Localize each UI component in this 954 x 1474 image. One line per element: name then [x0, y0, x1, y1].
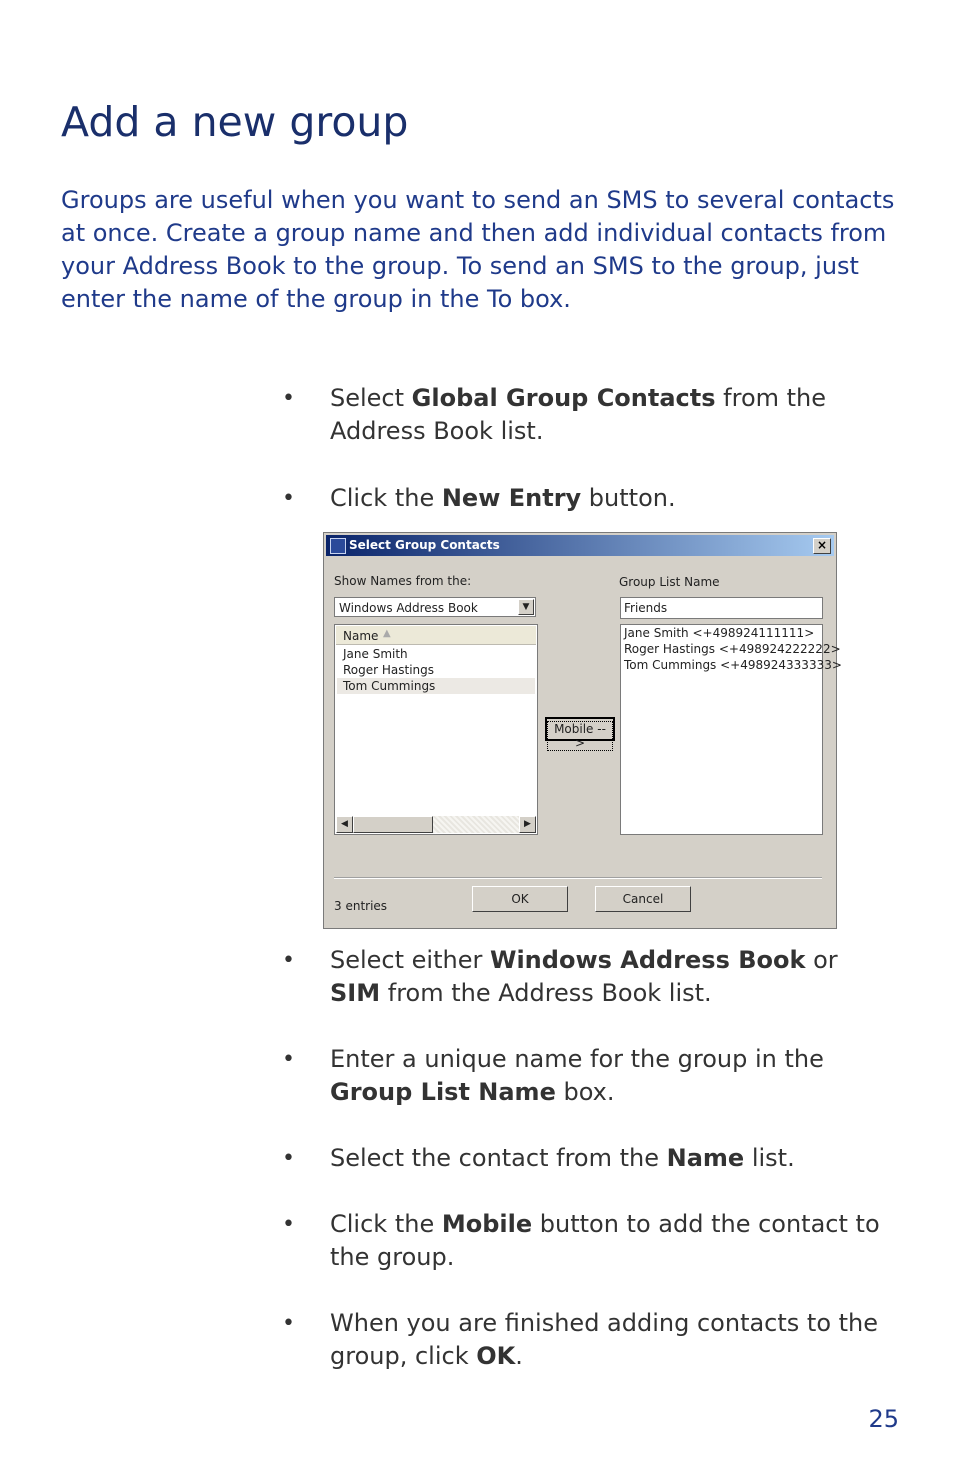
show-names-label: Show Names from the:: [334, 574, 472, 588]
intro-paragraph: Groups are useful when you want to send an SMS to several contacts at once. Create a group name and then add individual contacts from your Address Book to the group. To send an SMS to the group, just enter the name of the group in the To box.: [61, 186, 895, 313]
bullet-item: • Select Global Group Contacts from the Address Book list.: [282, 384, 827, 445]
select-group-contacts-dialog: [323, 532, 842, 929]
list-item[interactable]: Jane Smith: [343, 647, 408, 661]
scroll-left-icon[interactable]: ◀: [336, 816, 353, 833]
horizontal-scrollbar[interactable]: [336, 816, 536, 833]
bullet-item: • Click the Mobile button to add the contact to the group.: [282, 1210, 880, 1271]
list-item[interactable]: Tom Cummings <+498924333333>: [624, 658, 842, 672]
bullet-icon: •: [282, 1047, 295, 1072]
list-item[interactable]: Roger Hastings: [343, 663, 435, 677]
scroll-right-icon[interactable]: ▶: [519, 816, 536, 833]
bullet-icon: •: [282, 1146, 295, 1171]
bullet-item: • When you are finished adding contacts to the group, click OK.: [282, 1309, 879, 1370]
page-title: Add a new group: [61, 98, 409, 146]
sort-ascending-icon: ▲: [383, 628, 391, 639]
bullet-item: • Click the New Entry button.: [270, 482, 890, 515]
group-list-name-label: Group List Name: [619, 575, 720, 589]
app-icon: [330, 538, 346, 554]
bullet-icon: •: [282, 1212, 295, 1237]
name-column-header[interactable]: Name ▲: [336, 626, 536, 645]
bullet-icon: •: [282, 1311, 295, 1336]
close-icon[interactable]: ×: [813, 538, 831, 554]
cancel-button[interactable]: Cancel: [595, 886, 691, 912]
name-list[interactable]: [334, 624, 538, 835]
bullet-item: • Select the contact from the Name list.: [270, 1142, 890, 1175]
divider: [334, 877, 822, 879]
address-book-select[interactable]: [334, 597, 536, 617]
mobile-button[interactable]: Mobile -->: [545, 717, 615, 741]
dialog-titlebar[interactable]: [326, 535, 834, 556]
list-item-selected[interactable]: Tom Cummings: [337, 678, 535, 694]
page-number: 25: [868, 1405, 899, 1433]
chevron-down-icon[interactable]: ▼: [518, 599, 534, 615]
bullet-item: • Enter a unique name for the group in the Group List Name box.: [282, 1045, 824, 1106]
entries-count: 3 entries: [334, 899, 388, 913]
list-item[interactable]: Roger Hastings <+498924222222>: [624, 642, 841, 656]
group-members-list[interactable]: [620, 624, 842, 835]
scroll-thumb[interactable]: [353, 816, 433, 833]
bullet-item: • Select either Windows Address Book or SIM from the Address Book list.: [282, 946, 838, 1007]
dialog-title: Select Group Contacts: [349, 538, 500, 552]
bullet-icon: •: [282, 386, 295, 411]
list-item[interactable]: Jane Smith <+498924111111>: [624, 626, 815, 640]
ok-button[interactable]: OK: [472, 886, 568, 912]
address-book-value: Windows Address Book: [339, 601, 478, 615]
group-list-name-input[interactable]: Friends: [620, 597, 823, 619]
bullet-icon: •: [282, 486, 295, 511]
bullet-icon: •: [282, 948, 295, 973]
